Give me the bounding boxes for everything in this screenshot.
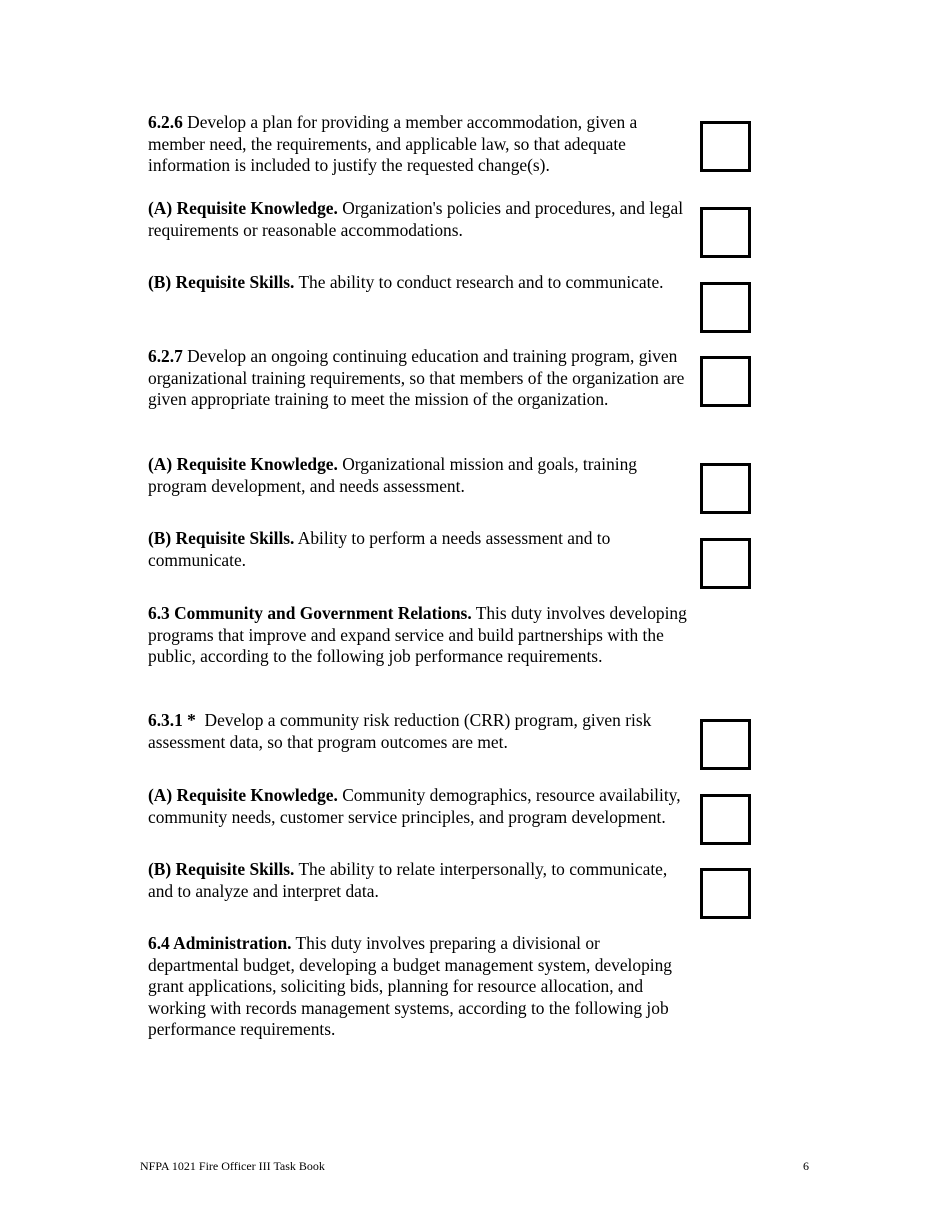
section-heading: Requisite Skills. [171,859,295,879]
section-text: Organization's policies and procedures, and legal requirements or reasonable accommodations. [148,198,684,240]
checkbox-6-2-7[interactable] [700,356,751,407]
section-text: The ability to conduct research and to communicate. [294,272,664,292]
section-heading: Requisite Knowledge. [172,198,338,218]
section-6-4 [148,933,688,1041]
section-text: Develop a plan for providing a member accommodation, given a member need, the requirements, and applicable law, so that adequate information is included to justify the requested change(s). [148,112,638,176]
section-6-2-6-b-skills [148,272,688,294]
section-6-2-7-a-knowledge [148,454,688,497]
section-6-3-1-a-knowledge [148,785,688,828]
checkbox-6-2-6-b[interactable] [700,282,751,333]
section-6-2-6-a-knowledge [148,198,688,241]
section-6-3-1 [148,710,688,753]
section-heading: Administration. [169,933,292,953]
checkbox-6-3-1-b[interactable] [700,868,751,919]
footer-title: NFPA 1021 Fire Officer III Task Book [140,1159,325,1173]
section-text: Develop an ongoing continuing education and training program, given organizational training requirements, so that members of the organization are given appropriate training to meet the mission of the organization. [148,346,685,410]
section-text: This duty involves preparing a divisional or departmental budget, developing a budget management system, developing grant applications, soliciting bids, planning for resource allocation, and working with records management systems, according to the following job performance requirements. [148,933,672,1040]
section-number: 6.3 [148,603,170,623]
section-number: 6.4 [148,933,170,953]
section-number: 6.2.7 [148,346,183,366]
section-number: (A) [148,198,173,218]
checkbox-6-2-7-b[interactable] [700,538,751,589]
section-text: Community demographics, resource availability, community needs, customer service principles, and program development. [148,785,681,827]
section-6-2-6 [148,112,688,177]
section-number: (A) [148,785,173,805]
section-text: The ability to relate interpersonally, to communicate, and to analyze and interpret data. [148,859,668,901]
checkbox-6-2-6[interactable] [700,121,751,172]
section-heading: Requisite Skills. [171,528,295,548]
page-number: 6 [803,1159,809,1173]
checkbox-6-2-6-a[interactable] [700,207,751,258]
section-number: (A) [148,454,173,474]
section-heading: Community and Government Relations. [169,603,472,623]
section-heading: Requisite Knowledge. [172,785,338,805]
section-number: (B) [148,528,172,548]
section-number: 6.3.1 * [148,710,196,730]
section-6-2-7-b-skills [148,528,688,571]
section-6-3-1-b-skills [148,859,688,902]
checkbox-6-2-7-a[interactable] [700,463,751,514]
section-number: (B) [148,272,172,292]
section-text: Organizational mission and goals, training program development, and needs assessment. [148,454,637,496]
section-6-2-7 [148,346,688,411]
checkbox-6-3-1-a[interactable] [700,794,751,845]
checkbox-6-3-1[interactable] [700,719,751,770]
section-number: (B) [148,859,172,879]
section-text: This duty involves developing programs that improve and expand service and build partnerships with the public, according to the following job performance requirements. [148,603,687,667]
section-6-3 [148,603,688,668]
section-heading: Requisite Skills. [171,272,295,292]
section-number: 6.2.6 [148,112,183,132]
section-heading: Requisite Knowledge. [172,454,338,474]
section-text: Ability to perform a needs assessment and to communicate. [148,528,611,570]
section-text: Develop a community risk reduction (CRR) program, given risk assessment data, so that program outcomes are met. [148,710,656,752]
